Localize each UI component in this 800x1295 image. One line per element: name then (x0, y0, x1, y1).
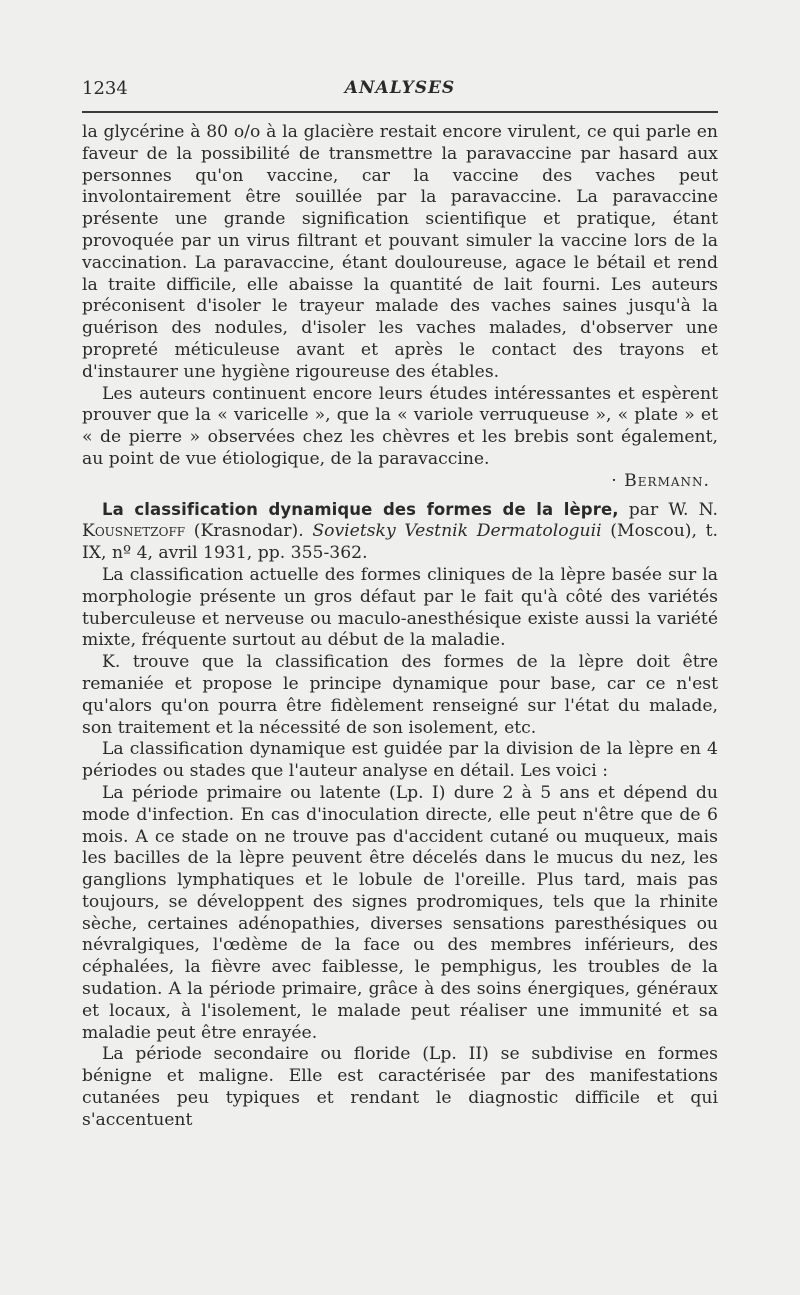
previous-article-paragraph-2: Les auteurs continuent encore leurs études intéressantes et espèrent prouver que la « varicelle », que la « variole verruqueuse », « plate » et « de pierre » observées chez les chèvres et les brebis sont également, au point de vue étiologique, de la paravaccine. (82, 383, 718, 469)
article-title: La classification dynamique des formes de la lèpre, (102, 499, 619, 519)
article-citation: (Moscou), t. IX, nº 4, avril 1931, pp. 355-362. (82, 521, 718, 564)
article-paragraph-5: La période secondaire ou floride (Lp. II) se subdivise en formes bénigne et maligne. Elle est caractérisée par des manifestations cutanées peu typiques et rendant le diagnostic difficile et qui s'accentuent (82, 1044, 718, 1130)
article-by: par W. N. (618, 499, 718, 520)
previous-article-paragraph-1: la glycérine à 80 o/o à la glacière restait encore virulent, ce qui parle en faveur de la possibilité de transmettre la paravaccine par hasard aux personnes qu'on vaccine, car la vaccine des vaches peut involontairement être souillée par la paravaccine. La paravaccine présente une grande signification scientifique et pratique, étant provoquée par un virus filtrant et pouvant simuler la vaccine lors de la vaccination. La paravaccine, étant douloureuse, agace le bétail et rend la traite difficile, elle abaisse la quantité de lait fourni. Les auteurs préconisent d'isoler le trayeur malade des vaches saines jusqu'à la guérison des nodules, d'isoler les vaches malades, d'observer une propreté méticuleuse avant et après le contact des trayons et d'instaurer une hygiène rigoureuse des étables. (82, 122, 718, 382)
reviewer-signature: · Bermann. (611, 470, 710, 491)
article-paragraph-1: La classification actuelle des formes cliniques de la lèpre basée sur la morphologie présente un gros défaut par le fait qu'à côté des variétés tuberculeuse et nerveuse ou maculo-anesthésique existe aussi la variété mixte, fréquente surtout au début de la maladie. (82, 564, 718, 651)
article-paragraph-4: La période primaire ou latente (Lp. I) dure 2 à 5 ans et dépend du mode d'infection. En cas d'inoculation directe, elle peut n'être que de 6 mois. A ce stade on ne trouve pas d'accident cutané ou muqueux, mais les bacilles de la lèpre peuvent être décelés dans le mucus du nez, les ganglions lymphatiques et le lobule de l'oreille. Plus tard, mais pas toujours, se développent des signes prodromiques, tels que la rhinite sèche, certaines adénopathies, diverses sensations paresthésiques ou névralgiques, l'œdème de la face ou des membres inférieurs, des céphalées, la fièvre avec faiblesse, le pemphigus, les troubles de la sudation. A la période primaire, grâce à des soins énergiques, généraux et locaux, à l'isolement, le malade peut réaliser une immunité et sa maladie peut être enrayée. (82, 782, 718, 1043)
page-header (82, 78, 718, 108)
page-number: 1234 (82, 78, 128, 99)
article-paragraph-3: La classification dynamique est guidée par la division de la lèpre en 4 périodes ou stades que l'auteur analyse en détail. Les voici : (82, 739, 718, 782)
article-heading (82, 499, 718, 565)
article-affiliation: (Krasnodar). (185, 521, 313, 542)
header-rule (82, 111, 718, 113)
running-head: ANALYSES (344, 78, 456, 98)
article-authors: Kousnetzoff (82, 521, 186, 542)
article-paragraph-2: K. trouve que la classification des formes de la lèpre doit être remaniée et propose le principe dynamique pour base, car ce n'est qu'alors qu'on pourra être fidèlement renseigné sur l'état du malade, son traitement et la nécessité de son isolement, etc. (82, 652, 718, 738)
journal-title: Sovietsky Vestnik Dermatologuii (312, 521, 602, 542)
page-body (82, 122, 718, 1132)
